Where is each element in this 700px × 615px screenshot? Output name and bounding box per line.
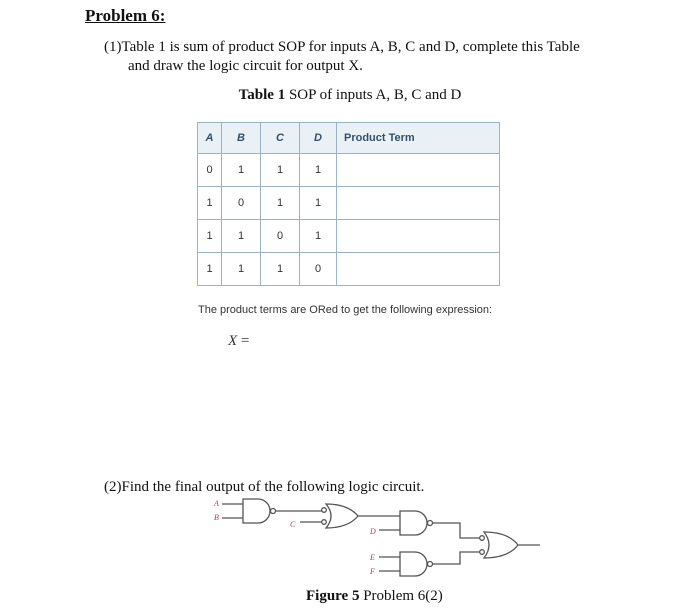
nand-gate-4	[400, 552, 427, 576]
cell-d: 0	[300, 253, 337, 286]
inversion-bubble-1	[271, 509, 276, 514]
nand-gate-1	[243, 499, 270, 523]
nand-gate-3	[400, 511, 427, 535]
cell-b: 1	[222, 154, 261, 187]
header-d: D	[300, 123, 337, 154]
label-c: C	[290, 520, 296, 529]
cell-b: 0	[222, 187, 261, 220]
or-gate-5	[484, 532, 518, 558]
cell-b: 1	[222, 253, 261, 286]
cell-a: 0	[198, 154, 222, 187]
problem-title: Problem 6:	[85, 6, 166, 25]
header-b: B	[222, 123, 261, 154]
input-bubble-5a	[480, 536, 485, 541]
figure-caption-rest: Problem 6(2)	[359, 588, 443, 604]
input-bubble-5b	[480, 550, 485, 555]
label-a: A	[214, 499, 219, 508]
input-bubble-2b	[322, 520, 327, 525]
cell-b: 1	[222, 220, 261, 253]
table-caption-rest: SOP of inputs A, B, C and D	[285, 87, 462, 103]
expression-var: X	[228, 333, 238, 349]
header-product-term: Product Term	[337, 123, 500, 154]
cell-c: 1	[261, 154, 300, 187]
ored-note: The product terms are ORed to get the following expression:	[198, 304, 493, 316]
figure-caption-bold: Figure 5	[306, 588, 360, 604]
label-f: F	[370, 567, 375, 576]
part1-line2: and draw the logic circuit for output X.	[128, 58, 363, 74]
cell-a: 1	[198, 253, 222, 286]
cell-c: 1	[261, 253, 300, 286]
cell-c: 1	[261, 187, 300, 220]
part2-instructions: (2)Find the final output of the following logic circuit.	[104, 479, 425, 495]
expression-equals: =	[237, 333, 250, 349]
cell-c: 0	[261, 220, 300, 253]
wire-g4-g5	[433, 552, 481, 564]
input-bubble-2a	[322, 508, 327, 513]
label-d: D	[370, 527, 376, 536]
inversion-bubble-3	[428, 521, 433, 526]
nor-gate-2	[326, 504, 358, 528]
label-e: E	[370, 553, 375, 562]
header-a: A	[198, 123, 222, 154]
label-b: B	[214, 513, 219, 522]
cell-d: 1	[300, 187, 337, 220]
wire-g3-g5	[433, 523, 481, 538]
part1-line1: (1)Table 1 is sum of product SOP for inputs A, B, C and D, complete this Table	[104, 39, 580, 55]
cell-a: 1	[198, 187, 222, 220]
cell-a: 1	[198, 220, 222, 253]
inversion-bubble-4	[428, 562, 433, 567]
table-caption-bold: Table 1	[238, 87, 286, 103]
header-c: C	[261, 123, 300, 154]
figure-caption	[306, 588, 443, 605]
cell-d: 1	[300, 220, 337, 253]
cell-d: 1	[300, 154, 337, 187]
